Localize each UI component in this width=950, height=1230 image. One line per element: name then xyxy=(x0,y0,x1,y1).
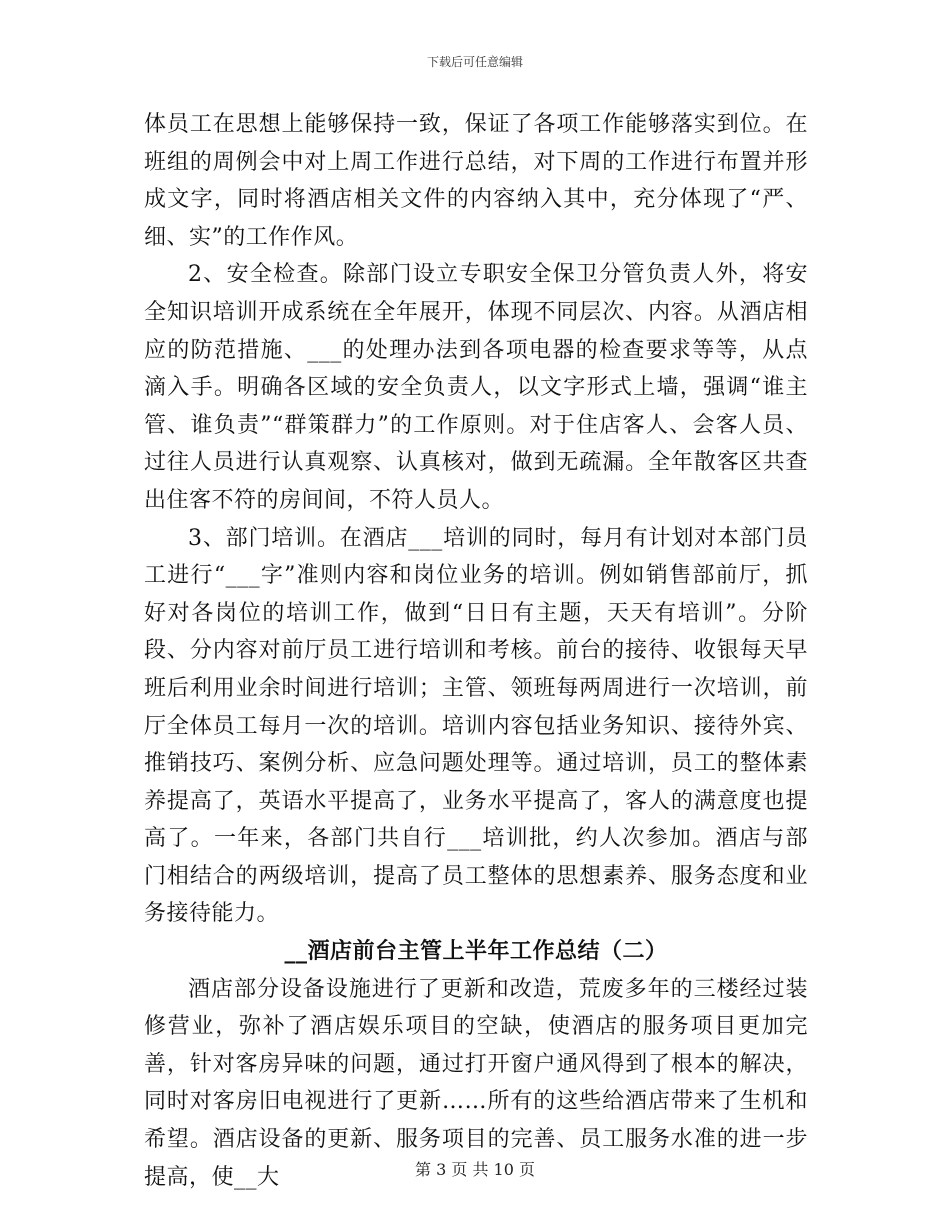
paragraph-4: 酒店部分设备设施进行了更新和改造，荒废多年的三楼经过装修营业，弥补了酒店娱乐项目的空缺，使酒店的服务项目更加完善，针对客房异味的问题，通过打开窗户通风得到了根本的解决，同时对客房旧电视进行了更新……所有的这些给酒店带来了生机和希望。酒店设备的更新、服务项目的完善、员工服务水准的进一步提高，使__大 xyxy=(144,976,808,1190)
paragraph-1: 体员工在思想上能够保持一致，保证了各项工作能够落实到位。在班组的周例会中对上周工作进行总结，对下周的工作进行布置并形成文字，同时将酒店相关文件的内容纳入其中，充分体现了“严、细、实”的工作作风。 xyxy=(144,112,808,250)
paragraph-2: 2、安全检查。除部门设立专职安全保卫分管负责人外，将安全知识培训开成系统在全年展开，体现不同层次、内容。从酒店相应的防范措施、___的处理办法到各项电器的检查要求等等，从点滴入手。明确各区域的安全负责人，以文字形式上墙，强调“谁主管、谁负责”“群策群力”的工作原则。对于住店客人、会客人员、过往人员进行认真观察、认真核对，做到无疏漏。全年散客区共查出住客不符的房间间，不符人员人。 xyxy=(144,262,808,513)
page-number: 第 3 页 共 10 页 xyxy=(415,1160,535,1179)
paragraph-3: 3、部门培训。在酒店___培训的同时，每月有计划对本部门员工进行“___字”准则内容和岗位业务的培训。例如销售部前厅，抓好对各岗位的培训工作，做到“日日有主题，天天有培训”。分阶段、分内容对前厅员工进行培训和考核。前台的接待、收银每天早班后利用业余时间进行培训；主管、领班每两周进行一次培训，前厅全体员工每月一次的培训。培训内容包括业务知识、接待外宾、推销技巧、案例分析、应急问题处理等。通过培训，员工的整体素养提高了，英语水平提高了，业务水平提高了，客人的满意度也提高了。一年来，各部门共自行___培训批，约人次参加。酒店与部门相结合的两级培训，提高了员工整体的思想素养、服务态度和业务接待能力。 xyxy=(144,525,808,927)
section-title: __酒店前台主管上半年工作总结（二） xyxy=(284,938,668,965)
document-body xyxy=(144,106,808,1196)
header-note: 下载后可任意编辑 xyxy=(426,55,523,69)
